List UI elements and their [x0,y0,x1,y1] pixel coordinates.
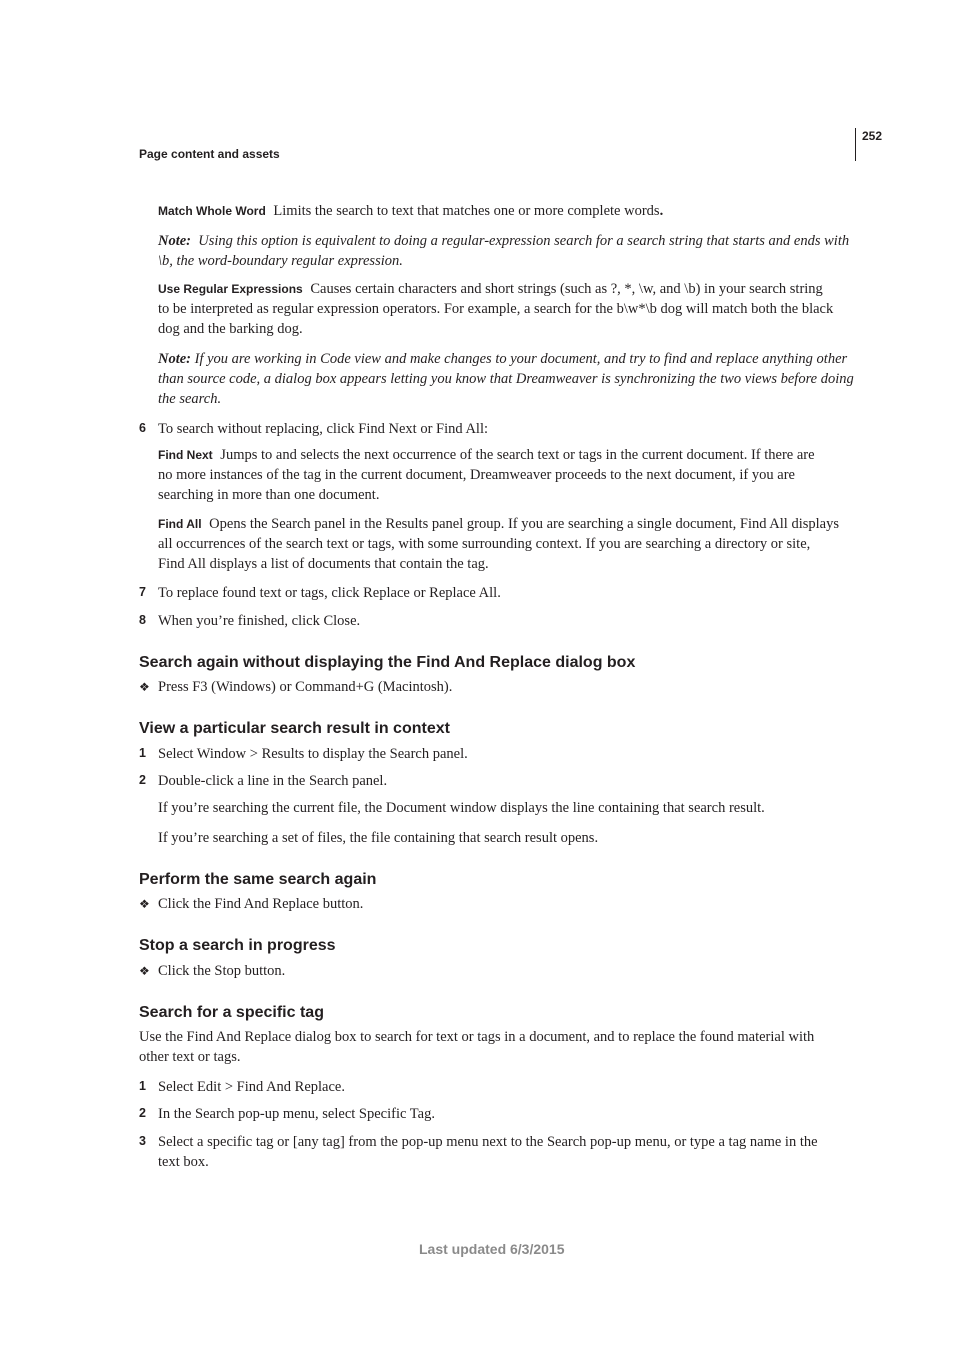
page-number: 252 [862,129,883,143]
option-text: Opens the Search panel in the Results panel group. If you are searching a single document, Find All displays [209,516,839,532]
heading-specific-tag: Search for a specific tag [139,1004,324,1021]
paragraph: If you’re searching the current file, the Document window displays the line containing that search result. [158,800,765,816]
note-line: Using this option is equivalent to doing a regular-expression search for a search string that starts and ends with [198,233,850,249]
option-text: Causes certain characters and short strings (such as ?, *, \w, and \b) in your search string [310,281,823,297]
option-match-whole-word [158,201,663,221]
option-text: no more instances of the tag in the current document, Dreamweaver proceeds to the next document, if you are [158,467,795,483]
footer-last-updated: Last updated 6/3/2015 [419,1241,565,1257]
step-number: 7 [139,585,146,599]
heading-stop-search: Stop a search in progress [139,937,336,954]
step-number: 6 [139,421,146,435]
note-line: If you are working in Code view and make changes to your document, and try to find and replace anything other [194,351,848,367]
paragraph-line: Use the Find And Replace dialog box to search for text or tags in a document, and to replace the found material with [139,1029,815,1045]
option-text: searching in more than one document. [158,487,380,503]
term-label: Find Next [158,448,213,462]
term-label: Find All [158,517,202,531]
heading-same-search: Perform the same search again [139,871,377,888]
option-period: . [659,203,664,219]
step-number: 1 [139,746,146,760]
bullet-text: Click the Find And Replace button. [158,896,364,912]
term-label: Use Regular Expressions [158,282,303,296]
step-number: 1 [139,1079,146,1093]
header-divider [855,128,856,161]
step-line: Select a specific tag or [any tag] from the pop-up menu next to the Search pop-up menu, or type a tag name in the [158,1134,818,1150]
step-line: text box. [158,1154,209,1170]
heading-view-result: View a particular search result in context [139,720,450,737]
step-text: Double-click a line in the Search panel. [158,773,388,789]
option-text: all occurrences of the search text or tags, with some surrounding context. If you are searching a directory or site, [158,536,811,552]
bullet-icon: ❖ [139,964,150,978]
step-text: To search without replacing, click Find Next or Find All: [158,421,489,437]
paragraph-line: other text or tags. [139,1049,241,1065]
option-text: Jumps to and selects the next occurrence of the search text or tags in the current document. If there are [220,447,815,463]
step-number: 2 [139,1106,146,1120]
term-label: Match Whole Word [158,204,266,218]
bullet-icon: ❖ [139,897,150,911]
step-text: Select Edit > Find And Replace. [158,1079,345,1095]
section-title: Page content and assets [139,147,280,161]
step-number: 3 [139,1134,146,1148]
option-text: Limits the search to text that matches one or more complete words [273,203,660,219]
bullet-text: Press F3 (Windows) or Command+G (Macintosh). [158,679,453,695]
option-text: dog and the barking dog. [158,321,303,337]
option-find-all [158,514,839,574]
bullet-text: Click the Stop button. [158,963,286,979]
note-line: \b, the word-boundary regular expression. [158,253,403,269]
note-code-view [158,349,854,409]
step-text: In the Search pop-up menu, select Specific Tag. [158,1106,435,1122]
step-text: To replace found text or tags, click Replace or Replace All. [158,585,501,601]
step-text [158,1132,818,1172]
step-number: 2 [139,773,146,787]
option-use-regex [158,279,833,339]
option-find-next [158,445,815,505]
step-text: Select Window > Results to display the Search panel. [158,746,468,762]
heading-search-again: Search again without displaying the Find And Replace dialog box [139,654,636,671]
paragraph: If you’re searching a set of files, the file containing that search result opens. [158,830,599,846]
option-text: Find All displays a list of documents that contain the tag. [158,556,489,572]
step-number: 8 [139,613,146,627]
note-regex-equivalent [158,231,849,271]
note-line: than source code, a dialog box appears letting you know that Dreamweaver is synchronizing the two views before doing [158,371,854,387]
note-label: Note: [158,351,192,367]
note-line: the search. [158,391,222,407]
intro-paragraph [139,1027,814,1067]
step-text: When you’re finished, click Close. [158,613,361,629]
option-text: to be interpreted as regular expression operators. For example, a search for the b\w*\b dog will match both the black [158,301,834,317]
bullet-icon: ❖ [139,680,150,694]
note-label: Note: [158,233,192,249]
